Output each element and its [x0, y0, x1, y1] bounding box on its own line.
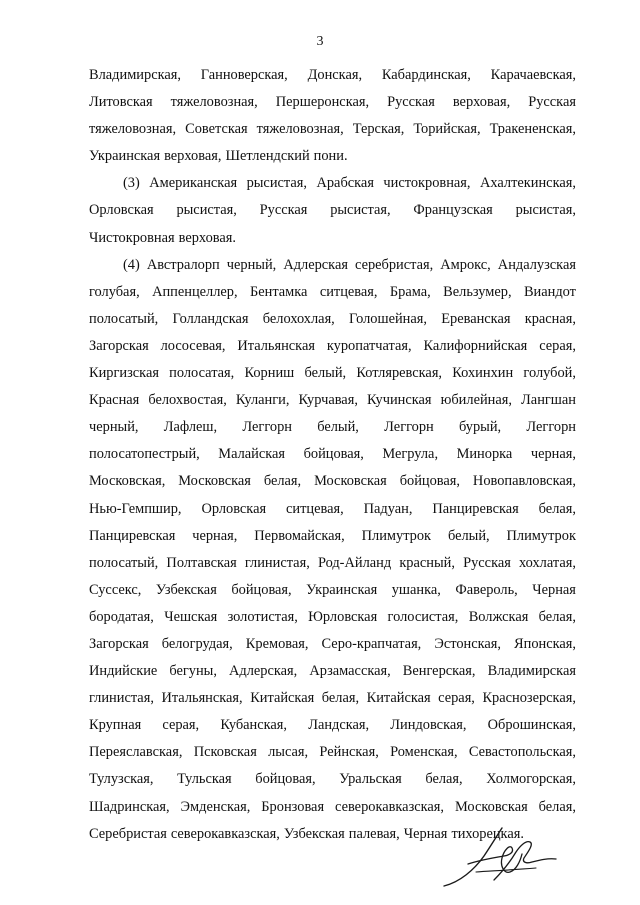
text-line: Украинская верховая, Шетлендский пони.	[89, 148, 348, 165]
text-line: Тулузская, Тульская бойцовая, Уральская белая, Холмогорская,	[89, 771, 576, 788]
text-line: черный, Лафлеш, Леггорн белый, Леггорн бурый, Леггорн	[89, 419, 576, 436]
text-line: Крупная серая, Кубанская, Ландская, Линдовская, Оброшинская,	[89, 717, 576, 734]
text-line: Серебристая северокавказская, Узбекская палевая, Черная тихорецкая.	[89, 825, 524, 842]
text-line: Киргизская полосатая, Корниш белый, Котляревская, Кохинхин голубой,	[89, 365, 576, 382]
text-line: Владимирская, Ганноверская, Донская, Кабардинская, Карачаевская,	[89, 67, 576, 83]
text-line: голубая, Аппенцеллер, Бентамка ситцевая, Брама, Вельзумер, Виандот	[89, 283, 576, 300]
text-line: Красная белохвостая, Куланги, Курчавая, Кучинская юбилейная, Лангшан	[89, 392, 576, 409]
text-line: Индийские бегуны, Адлерская, Арзамасская, Венгерская, Владимирская	[89, 663, 576, 680]
text-line: полосатопестрый, Малайская бойцовая, Мегрула, Минорка черная,	[89, 446, 576, 463]
text-line: Литовская тяжеловозная, Першеронская, Русская верховая, Русская	[89, 94, 576, 111]
handwritten-signature	[440, 822, 560, 894]
text-line: Загорская белогрудая, Кремовая, Серо-крапчатая, Эстонская, Японская,	[89, 635, 576, 652]
text-line: Чистокровная верховая.	[89, 229, 236, 246]
text-line: полосатый, Голландская белохохлая, Голошейная, Ереванская красная,	[89, 310, 576, 327]
text-line: бородатая, Чешская золотистая, Юрловская голосистая, Волжская белая,	[89, 608, 576, 625]
text-line: полосатый, Полтавская глинистая, Род-Айланд красный, Русская хохлатая,	[89, 554, 576, 571]
text-line: Шадринская, Эмденская, Бронзовая северокавказская, Московская белая,	[89, 798, 576, 815]
text-line: Нью-Гемпшир, Орловская ситцевая, Падуан, Панциревская белая,	[89, 500, 576, 517]
text-line: Московская, Московская белая, Московская бойцовая, Новопавловская,	[89, 473, 576, 490]
text-line: Панциревская черная, Первомайская, Плимутрок белый, Плимутрок	[89, 527, 576, 544]
body-text	[89, 62, 576, 848]
text-line: Загорская лососевая, Итальянская куропатчатая, Калифорнийская серая,	[89, 337, 576, 354]
text-line: Суссекс, Узбекская бойцовая, Украинская ушанка, Фавероль, Черная	[89, 581, 576, 598]
text-line: Переяславская, Псковская лысая, Рейнская, Роменская, Севастопольская,	[89, 744, 576, 761]
text-line: тяжеловозная, Советская тяжеловозная, Терская, Торийская, Тракененская,	[89, 121, 576, 138]
text-line: Орловская рысистая, Русская рысистая, Французская рысистая,	[89, 202, 576, 219]
page-number: 3	[316, 34, 324, 49]
text-line: глинистая, Итальянская, Китайская белая, Китайская серая, Краснозерская,	[89, 690, 576, 707]
text-line: (4) Австралорп черный, Адлерская серебристая, Амрокс, Андалузская	[123, 256, 576, 273]
text-line: (3) Американская рысистая, Арабская чистокровная, Ахалтекинская,	[123, 175, 576, 192]
